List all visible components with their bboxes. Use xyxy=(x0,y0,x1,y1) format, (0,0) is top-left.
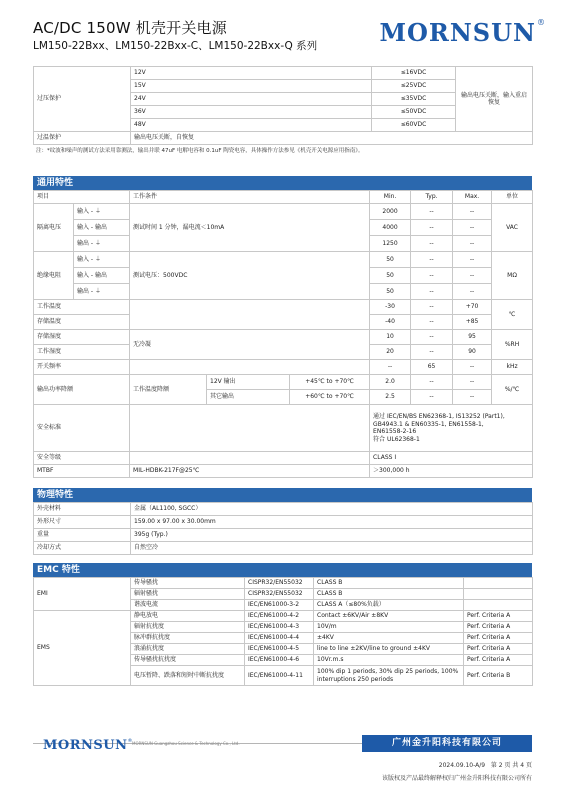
table-row xyxy=(34,578,533,589)
emc-item: 辐射抗扰度 xyxy=(131,622,245,633)
table-row xyxy=(34,542,533,555)
humidity-condition: 无冷凝 xyxy=(130,330,370,360)
derating-output: 12V 输出 xyxy=(207,375,290,390)
value-typ: -- xyxy=(411,345,453,360)
emc-item: 谐波电流 xyxy=(131,600,245,611)
footer-page: 第 2 页 共 4 页 xyxy=(490,762,532,769)
empty-condition xyxy=(130,300,370,330)
section-title-emc: EMC 特性 xyxy=(33,563,532,577)
physical-value: 金属（AL1100, SGCC） xyxy=(131,503,533,516)
emc-level: Contact ±6KV/Air ±8KV xyxy=(314,611,464,622)
safety-class-label: 安全等级 xyxy=(34,452,130,465)
mtbf-label: MTBF xyxy=(34,465,130,478)
mtbf-condition: MIL-HDBK-217F@25℃ xyxy=(130,465,370,478)
value-max: -- xyxy=(453,204,492,220)
footer-version-page xyxy=(439,760,532,769)
table-row xyxy=(34,452,533,465)
value-max: -- xyxy=(453,375,492,390)
isolation-voltage-label: 隔离电压 xyxy=(34,204,74,252)
footer-copyright: 该版权及产品最终解释权归广州金升阳科技有限公司所有 xyxy=(381,775,532,782)
test-points: 输出 - ⏚ xyxy=(74,236,130,252)
physical-value: 159.00 x 97.00 x 30.00mm xyxy=(131,516,533,529)
safety-standard-label: 安全标准 xyxy=(34,405,130,452)
value-max: -- xyxy=(453,268,492,284)
value-max: 95 xyxy=(453,330,492,345)
emc-section xyxy=(33,563,532,686)
emc-level: line to line ±2KV/line to ground ±4KV xyxy=(314,644,464,655)
table-row xyxy=(34,405,533,452)
otp-label: 过温保护 xyxy=(34,132,131,145)
emc-standard: CISPR32/EN55032 xyxy=(245,589,314,600)
emc-criteria: Perf. Criteria A xyxy=(464,622,533,633)
test-points: 输入 - 输出 xyxy=(74,268,130,284)
value-typ: -- xyxy=(411,375,453,390)
emc-item: 脉冲群抗扰度 xyxy=(131,633,245,644)
operating-humidity-label: 工作湿度 xyxy=(34,345,130,360)
emc-level: 10V/m xyxy=(314,622,464,633)
ems-label: EMS xyxy=(34,611,131,686)
footer-company-en: MORNSUN Guangzhou Science & Technology Co., Ltd. xyxy=(132,741,240,746)
ovp-limit: ≤60VDC xyxy=(372,119,456,132)
value-max: -- xyxy=(453,236,492,252)
test-condition: 测试时间 1 分钟，漏电流＜10mA xyxy=(130,204,370,252)
value-min: -40 xyxy=(370,315,411,330)
emc-item: 电压暂降、跌落和短时中断抗扰度 xyxy=(131,666,245,686)
value-typ: -- xyxy=(411,220,453,236)
table-row xyxy=(34,252,533,268)
emc-criteria xyxy=(464,589,533,600)
physical-section xyxy=(33,488,532,555)
table-row xyxy=(34,132,533,145)
value-unit: MΩ xyxy=(492,252,533,300)
emc-standard: IEC/EN61000-3-2 xyxy=(245,600,314,611)
safety-standard-line: EN61558-2-16 xyxy=(373,428,417,435)
table-row xyxy=(34,503,533,516)
value-max: -- xyxy=(453,284,492,300)
emi-label: EMI xyxy=(34,578,131,611)
ovp-limit: ≤25VDC xyxy=(372,80,456,93)
safety-standard-line: GB4943.1 & EN60335-1, EN61558-1, xyxy=(373,420,484,428)
document-subtitle: LM150-22Bxx、LM150-22Bxx-C、LM150-22Bxx-Q 系列 xyxy=(33,40,318,52)
value-max: -- xyxy=(453,252,492,268)
value-typ: -- xyxy=(411,204,453,220)
value-min: 1250 xyxy=(370,236,411,252)
table-row xyxy=(34,300,533,315)
header-condition: 工作条件 xyxy=(130,191,370,204)
section-title-general: 通用特性 xyxy=(33,176,532,190)
emc-standard: IEC/EN61000-4-6 xyxy=(245,655,314,666)
safety-standard-value xyxy=(370,405,533,452)
emc-criteria: Perf. Criteria A xyxy=(464,611,533,622)
emc-item: 辐射骚扰 xyxy=(131,589,245,600)
value-unit: %RH xyxy=(492,330,533,360)
table-row xyxy=(34,529,533,542)
footer-company-cn: 广州金升阳科技有限公司 xyxy=(362,735,532,752)
value-min: 10 xyxy=(370,330,411,345)
emc-item: 传导骚扰 xyxy=(131,578,245,589)
safety-standard-line: 通过 IEC/EN/BS EN62368-1, IS13252 (Part1), xyxy=(373,413,505,420)
test-points: 输入 - ⏚ xyxy=(74,204,130,220)
table-row xyxy=(34,204,533,220)
value-typ: -- xyxy=(411,268,453,284)
value-min: -30 xyxy=(370,300,411,315)
table-row xyxy=(34,516,533,529)
value-min: 50 xyxy=(370,252,411,268)
physical-label: 外形尺寸 xyxy=(34,516,131,529)
derating-condition: 工作温度降额 xyxy=(130,375,207,405)
table-row xyxy=(34,375,533,390)
emc-level: CLASS A（≤80%负载） xyxy=(314,600,464,611)
emc-level: 10Vr.m.s xyxy=(314,655,464,666)
emc-criteria xyxy=(464,600,533,611)
emc-criteria xyxy=(464,578,533,589)
emc-standard: IEC/EN61000-4-3 xyxy=(245,622,314,633)
table-row xyxy=(34,611,533,622)
ovp-output-voltage: 48V xyxy=(131,119,372,132)
value-typ: -- xyxy=(411,330,453,345)
mtbf-value: ＞300,000 h xyxy=(370,465,533,478)
emc-standard: CISPR32/EN55032 xyxy=(245,578,314,589)
storage-temp-label: 存储温度 xyxy=(34,315,130,330)
table-row xyxy=(34,191,533,204)
physical-value: 自然空冷 xyxy=(131,542,533,555)
value-typ: -- xyxy=(411,252,453,268)
ovp-limit: ≤16VDC xyxy=(372,67,456,80)
test-points: 输出 - ⏚ xyxy=(74,284,130,300)
value-min: -- xyxy=(370,360,411,375)
value-typ: -- xyxy=(411,390,453,405)
storage-humidity-label: 存储湿度 xyxy=(34,330,130,345)
emc-criteria: Perf. Criteria B xyxy=(464,666,533,686)
ovp-limit: ≤35VDC xyxy=(372,93,456,106)
protection-footnote: 注：*纹波和噪声的测试方法采用靠测法，输出并联 47uF 电解电容和 0.1uF 陶瓷电容，具体操作方法参见《机壳开关电源应用指南》。 xyxy=(36,148,364,154)
value-min: 2000 xyxy=(370,204,411,220)
physical-table xyxy=(33,502,533,555)
value-min: 20 xyxy=(370,345,411,360)
table-row xyxy=(34,67,533,80)
emc-standard: IEC/EN61000-4-5 xyxy=(245,644,314,655)
emc-level: CLASS B xyxy=(314,578,464,589)
ovp-note: 输出电压关断，输入重启恢复 xyxy=(456,67,533,132)
value-min: 2.5 xyxy=(370,390,411,405)
derating-output: 其它输出 xyxy=(207,390,290,405)
section-title-physical: 物理特性 xyxy=(33,488,532,502)
value-max: 90 xyxy=(453,345,492,360)
empty-condition xyxy=(130,405,370,452)
header-typ: Typ. xyxy=(411,191,453,204)
page-header xyxy=(0,0,566,62)
empty-condition xyxy=(130,452,370,465)
emc-item: 传导骚扰抗扰度 xyxy=(131,655,245,666)
protection-section xyxy=(33,66,532,157)
safety-standard-line: 符合 UL62368-1 xyxy=(373,435,420,443)
ovp-output-voltage: 24V xyxy=(131,93,372,106)
footer-brand-logo: MORNSUN® xyxy=(43,738,134,753)
value-typ: -- xyxy=(411,300,453,315)
safety-class-value: CLASS I xyxy=(370,452,533,465)
general-section xyxy=(33,176,532,478)
value-typ: -- xyxy=(411,284,453,300)
value-min: 4000 xyxy=(370,220,411,236)
physical-label: 冷却方式 xyxy=(34,542,131,555)
ovp-limit: ≤50VDC xyxy=(372,106,456,119)
value-min: 50 xyxy=(370,284,411,300)
emc-criteria: Perf. Criteria A xyxy=(464,655,533,666)
brand-logo: MORNSUN® xyxy=(379,18,546,47)
table-row xyxy=(34,465,533,478)
header-min: Min. xyxy=(370,191,411,204)
value-max: -- xyxy=(453,360,492,375)
physical-label: 外壳材料 xyxy=(34,503,131,516)
physical-value: 395g (Typ.) xyxy=(131,529,533,542)
insulation-resistance-label: 绝缘电阻 xyxy=(34,252,74,300)
value-unit: VAC xyxy=(492,204,533,252)
emc-standard: IEC/EN61000-4-2 xyxy=(245,611,314,622)
ovp-output-voltage: 15V xyxy=(131,80,372,93)
ovp-output-voltage: 12V xyxy=(131,67,372,80)
emc-item: 静电放电 xyxy=(131,611,245,622)
table-row xyxy=(34,330,533,345)
value-max: -- xyxy=(453,220,492,236)
emc-standard: IEC/EN61000-4-11 xyxy=(245,666,314,686)
header-unit: 单位 xyxy=(492,191,533,204)
value-typ: -- xyxy=(411,236,453,252)
derating-range: +60℃ to +70℃ xyxy=(290,390,370,405)
test-points: 输入 - 输出 xyxy=(74,220,130,236)
footer-version: 2024.09.10-A/9 xyxy=(438,762,486,769)
table-row xyxy=(34,360,533,375)
operating-temp-label: 工作温度 xyxy=(34,300,130,315)
switching-frequency-label: 开关频率 xyxy=(34,360,130,375)
header-item: 项目 xyxy=(34,191,130,204)
header-max: Max. xyxy=(453,191,492,204)
value-unit: ℃ xyxy=(492,300,533,330)
value-typ: 65 xyxy=(411,360,453,375)
emc-level: CLASS B xyxy=(314,589,464,600)
physical-label: 重量 xyxy=(34,529,131,542)
protection-table xyxy=(33,66,533,145)
value-max: +70 xyxy=(453,300,492,315)
test-condition: 测试电压：500VDC xyxy=(130,252,370,300)
value-unit: kHz xyxy=(492,360,533,375)
derating-label: 输出功率降额 xyxy=(34,375,130,405)
value-min: 50 xyxy=(370,268,411,284)
emc-level: 100% dip 1 periods, 30% dip 25 periods, 100% interruptions 250 periods xyxy=(314,666,464,686)
value-typ: -- xyxy=(411,315,453,330)
value-unit: %/℃ xyxy=(492,375,533,405)
test-points: 输入 - ⏚ xyxy=(74,252,130,268)
document-title: AC/DC 150W 机壳开关电源 xyxy=(33,19,227,37)
ovp-output-voltage: 36V xyxy=(131,106,372,119)
general-table xyxy=(33,190,533,478)
emc-criteria: Perf. Criteria A xyxy=(464,633,533,644)
emc-criteria: Perf. Criteria A xyxy=(464,644,533,655)
emc-level: ±4KV xyxy=(314,633,464,644)
value-max: +85 xyxy=(453,315,492,330)
emc-item: 浪涌抗扰度 xyxy=(131,644,245,655)
value-max: -- xyxy=(453,390,492,405)
otp-value: 输出电压关断，自恢复 xyxy=(131,132,533,145)
derating-range: +45℃ to +70℃ xyxy=(290,375,370,390)
empty-condition xyxy=(130,360,370,375)
emc-standard: IEC/EN61000-4-4 xyxy=(245,633,314,644)
ovp-label: 过压保护 xyxy=(34,67,131,132)
emc-table xyxy=(33,577,533,686)
value-min: 2.0 xyxy=(370,375,411,390)
